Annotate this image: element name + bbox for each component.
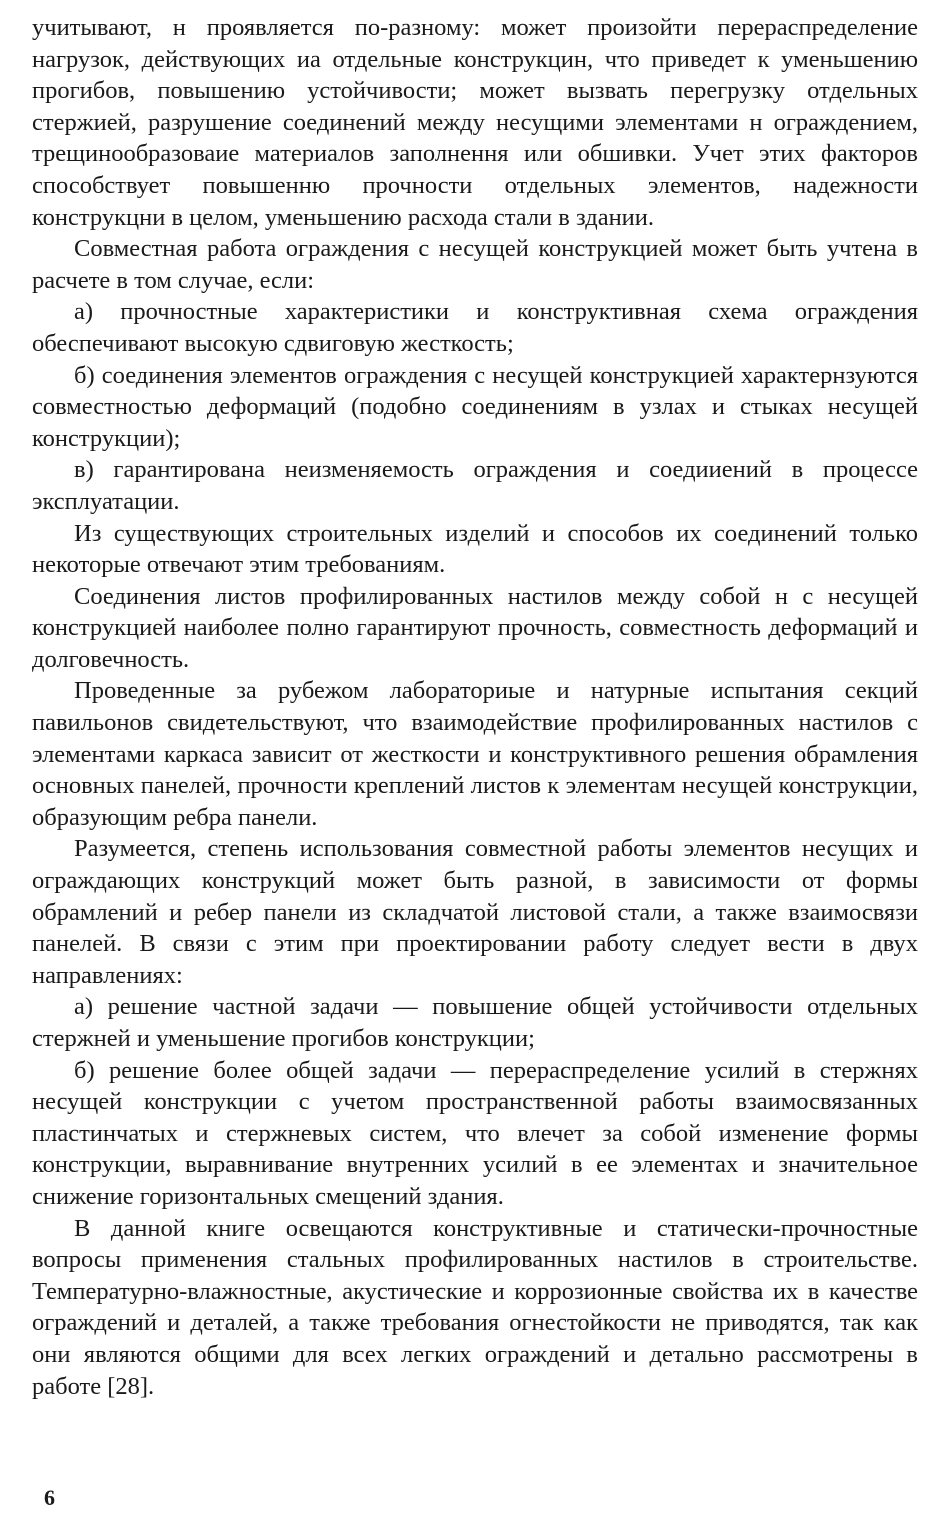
direction-item-b: б) решение более общей задачи — перераспределение усилий в стержнях несущей конструкции с учетом пространственной работы взаимосвязанных пластинчатых и стержневых систем, что влечет за собой изменение формы конструкции, выравнивание внутренних усилий в ее элементах и значительное снижение горизонтальных смещений здания. — [32, 1056, 918, 1210]
paragraph-book-scope: В данной книге освещаются конструктивные и статически-прочностные вопросы применения стальных профилированных настилов в строительстве. Температурно-влажностные, акустические и коррозионные свойства их в качестве ограждений и деталей, а также требования огнестойкости не приводятся, так как они являются общими для всех легких ограждений и детально рассмотрены в работе [28]. — [32, 1214, 918, 1400]
list-item-b: б) соединения элементов ограждения с несущей конструкцией характернзуются совместностью деформаций (подобно соединениям в узлах и стыках несущей конструкции); — [32, 361, 918, 452]
paragraph-continuation: учитывают, н проявляется по-разному: может произойти перераспределение нагрузок, действующих иа отдельные конструкцин, что приведет к уменьшению прогибов, повышению устойчивости; может вызвать перегрузку отдельных стержией, разрушение соединений между несущими элементами н ограждением, трещинообразоваие материалов заполнення или обшивки. Учет этих факторов способствует повышенню прочности отдельных элементов, надежности конструкцни в целом, уменьшению расхода стали в здании. — [32, 14, 918, 231]
page-body — [32, 12, 918, 1402]
list-item-v: в) гарантирована неизменяемость ограждения и соедииений в процессе эксплуатации. — [32, 456, 918, 515]
paragraph-design-directions: Разумеется, степень использования совместной работы элементов несущих и ограждающих конструкций может быть разной, в зависимости от формы обрамлений и ребер панели из складчатой листовой стали, а также взаимосвязи панелей. В связи с этим при проектировании работу следует вести в двух направлениях: — [32, 835, 918, 989]
page-number: 6 — [44, 1485, 55, 1510]
list-item-a: а) прочностные характеристики и конструктивная схема ограждения обеспечивают высокую сдвиговую жесткость; — [32, 298, 918, 357]
paragraph-existing-products: Из существующих строительных изделий и способов их соединений только некоторые отвечают этим требованиям. — [32, 519, 918, 579]
direction-item-a: а) решение частной задачи — повышение общей устойчивости отдельных стержней и уменьшение прогибов конструкции; — [32, 993, 918, 1052]
paragraph-joint-work-conditions: Совместная работа ограждения с несущей конструкцией может быть учтена в расчете в том случае, если: — [32, 235, 918, 294]
paragraph-sheet-connections: Соединения листов профилированных настилов между собой н с несущей конструкцией наиболее полно гарантируют прочность, совместность деформаций и долговечность. — [32, 582, 918, 673]
paragraph-foreign-tests: Проведенные за рубежом лабораториые и натурные испытания секций павильонов свидетельствуют, что взаимодействие профилированных настилов с элементами каркаса зависит от жесткости и конструктивного решения обрамления основных панелей, прочности креплений листов к элементам несущей конструкции, образующим ребра панели. — [32, 677, 918, 831]
